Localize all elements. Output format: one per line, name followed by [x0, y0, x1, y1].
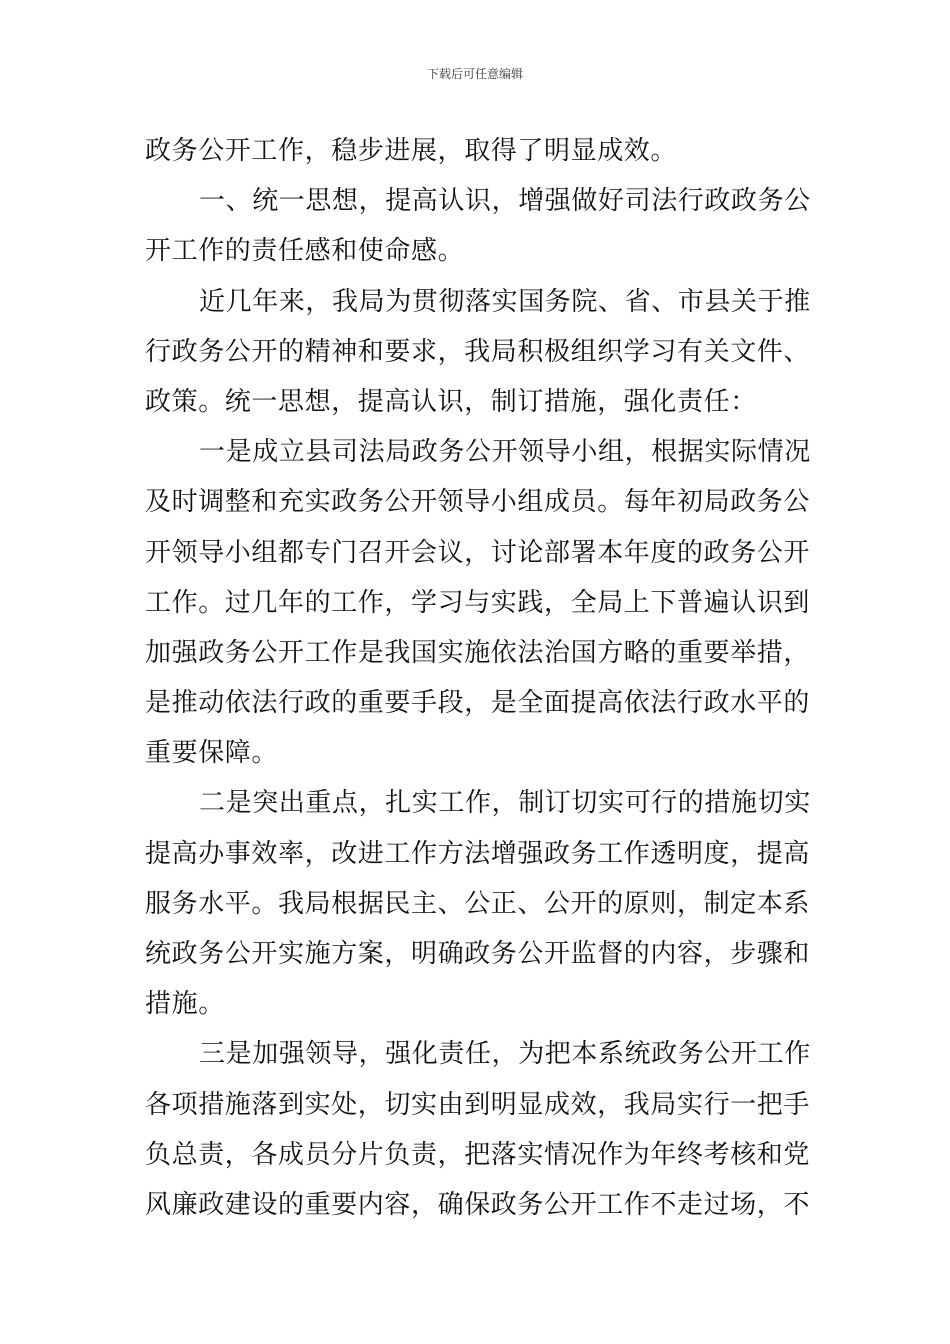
text-line: 负总责，各成员分片负责，把落实情况作为年终考核和党 [145, 1139, 811, 1170]
text-line: 风廉政建设的重要内容，确保政务公开工作不走过场，不 [145, 1189, 811, 1220]
text-line: 行政务公开的精神和要求，我局积极组织学习有关文件、 [145, 336, 811, 367]
text-line: 统政务公开实施方案，明确政务公开监督的内容，步骤和 [145, 939, 811, 969]
paragraph-6 [145, 1029, 811, 1230]
text-line: 三是加强领导，强化责任，为把本系统政务公开工作 [199, 1039, 811, 1070]
text-line: 一、统一思想，提高认识，增强做好司法行政政务公 [199, 186, 811, 217]
text-line: 是推动依法行政的重要手段，是全面提高依法行政水平的 [145, 688, 811, 719]
text-line: 措施。 [145, 989, 225, 1020]
text-line: 开领导小组都专门召开会议，讨论部署本年度的政务公开 [145, 537, 811, 568]
text-line: 一是成立县司法局政务公开领导小组，根据实际情况 [199, 437, 811, 468]
text-line: 重要保障。 [145, 738, 279, 769]
text-line: 加强政务公开工作是我国实施依法治国方略的重要举措， [145, 637, 811, 668]
text-line: 各项措施落到实处，切实由到明显成效，我局实行一把手 [145, 1089, 811, 1120]
text-line: 开工作的责任感和使命感。 [145, 236, 465, 267]
text-line: 近几年来，我局为贯彻落实国务院、省、市县关于推 [199, 286, 811, 317]
paragraph-3 [145, 277, 811, 428]
text-line: 工作。过几年的工作，学习与实践，全局上下普遍认识到 [145, 587, 811, 618]
document-body [145, 126, 811, 1230]
text-line: 服务水平。我局根据民主、公正、公开的原则，制定本系 [145, 888, 811, 919]
text-line: 提高办事效率，改进工作方法增强政务工作透明度，提高 [145, 838, 811, 869]
paragraph-1 [145, 126, 807, 176]
paragraph-5 [145, 778, 811, 1029]
text-line: 政务公开工作，稳步进展，取得了明显成效。 [145, 136, 678, 166]
text-line: 及时调整和充实政务公开领导小组成员。每年初局政务公 [145, 487, 811, 518]
text-line: 政策。统一思想，提高认识，制订措施，强化责任： [145, 386, 757, 417]
paragraph-2-heading [145, 176, 811, 276]
page-header: 下载后可任意编辑 [426, 67, 523, 81]
paragraph-4 [145, 427, 811, 778]
text-line: 二是突出重点，扎实工作，制订切实可行的措施切实 [199, 788, 811, 819]
